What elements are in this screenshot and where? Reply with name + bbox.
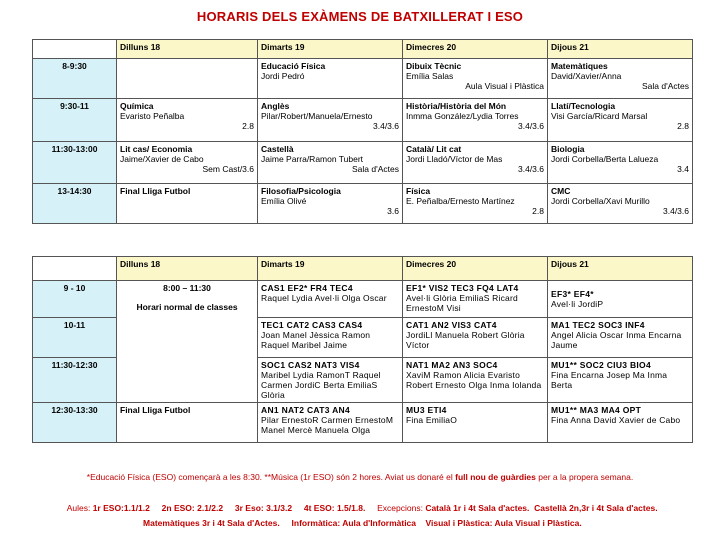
group-codes: MU1** MA3 MA4 OPT [551,405,642,415]
group-teachers: Fina Anna David Xavier de Cabo [551,415,681,425]
exam-cell [548,184,693,224]
exam-teachers: Emília Salas [406,71,454,81]
group-teachers: Joan Manel Jèssica Ramon Raquel Maribel Jaime [261,330,371,350]
exam-room: 2.8 [242,121,254,131]
group-teachers: Fina EmiliaO [406,415,458,425]
exam-cell [258,59,403,99]
page-title: HORARIS DELS EXÀMENS DE BATXILLERAT I ESO [196,9,524,24]
exam-cell [403,358,548,403]
exam-cell [403,142,548,184]
exam-subject: Educació Física [261,61,326,71]
rooms-extra: Matemàtiques 3r i 4t Sala d'Actes. Informàtica: Aula d'Informàtica Visual i Plàstica: Aula Visual i Plàstica. [143,518,582,528]
table-row [33,99,693,142]
time-slot: 11:30-12:30 [33,358,117,403]
exam-cell [548,59,693,99]
footnote-text-end: per a la propera semana. [535,472,634,482]
exam-teachers: Pilar/Robert/Manuela/Ernesto [261,111,373,121]
header-corner [33,257,117,281]
event-label: Final Lliga Futbol [120,186,191,196]
group-teachers: Avel·li JordiP [551,299,604,309]
table-row [33,59,693,99]
group-teachers: Raquel Lydia Avel·li Olga Oscar [261,293,387,303]
exam-cell [117,59,258,99]
exam-teachers: Jordi Corbella/Xavi Murillo [551,196,650,206]
exam-teachers: Jordi Pedró [261,71,305,81]
exam-teachers: E. Peñalba/Ernesto Martínez [406,196,515,206]
normal-classes-label: Horari normal de classes [136,302,238,312]
rooms-note-line2 [0,508,720,528]
exam-cell [258,142,403,184]
exam-cell [258,358,403,403]
exam-room: Sala d'Actes [642,81,689,91]
group-codes: MA1 TEC2 SOC3 INF4 [551,320,645,330]
day-header-tuesday: Dimarts 19 [258,257,403,281]
day-header-monday: Dilluns 18 [117,257,258,281]
exam-cell [403,403,548,443]
table-row [33,184,693,224]
exam-teachers: Visi García/Ricard Marsal [551,111,648,121]
group-codes: CAS1 EF2* FR4 TEC4 [261,283,353,293]
group-codes: NAT1 MA2 AN3 SOC4 [406,360,498,370]
group-codes: MU1** SOC2 CIU3 BIO4 [551,360,651,370]
exam-teachers: Jordi Lladó/Víctor de Mas [406,154,503,164]
table-row [33,142,693,184]
group-codes: AN1 NAT2 CAT3 AN4 [261,405,351,415]
exceptions-values: Català 1r i 4t Sala d'actes. Castellà 2n,3r i 4t Sala d'actes. [425,503,658,513]
exam-room: 2.8 [532,206,544,216]
exam-cell [403,59,548,99]
event-label: Final Lliga Futbol [120,405,191,415]
exam-teachers: Evaristo Peñalba [120,111,185,121]
day-header-thursday: Dijous 21 [548,257,693,281]
exam-room: 3.4/3.6 [518,121,544,131]
exam-subject: CMC [551,186,571,196]
group-teachers: Avel·li Glòria EmiliaS Ricard ErnestoM Visi [406,293,518,313]
exam-teachers: Emília Olivé [261,196,307,206]
exam-room: 3.4 [677,164,689,174]
group-codes: TEC1 CAT2 CAS3 CAS4 [261,320,363,330]
table-header-row [33,257,693,281]
exam-cell [117,99,258,142]
batxillerat-schedule-table [32,39,693,224]
exam-cell [258,318,403,358]
exceptions-label: Excepcions: [365,503,426,513]
exam-subject: Castellà [261,144,294,154]
eso-schedule-table [32,256,693,443]
exam-room: 3.4/3.6 [373,121,399,131]
exam-subject: Llatí/Tecnologia [551,101,616,111]
exam-cell [117,403,258,443]
exam-room: Sala d'Actes [352,164,399,174]
exam-cell [403,184,548,224]
group-teachers: XaviM Ramon Alicia Evaristo Robert Ernesto Olga Inma Iolanda [406,370,542,390]
exam-cell [548,281,693,318]
exam-teachers: Inmma González/Lydia Torres [406,111,519,121]
group-teachers: Angel Alicia Oscar Inma Encarna Jaume [551,330,682,350]
group-teachers: Maribel Lydia RamonT Raquel Carmen JordiC Berta EmiliaS Glòria [261,370,381,400]
exam-room: Aula Visual i Plàstica [465,81,544,91]
rooms-values: 1r ESO:1.1/1.2 2n ESO: 2.1/2.2 3r Eso: 3.1/3.2 4t ESO: 1.5/1.8. [92,503,366,513]
exam-room: 3.4/3.6 [518,164,544,174]
group-codes: SOC1 CAS2 NAT3 VIS4 [261,360,360,370]
exam-teachers: David/Xavier/Anna [551,71,622,81]
exam-cell [403,318,548,358]
time-slot: 9 - 10 [33,281,117,318]
exam-subject: Filosofia/Psicologia [261,186,341,196]
exam-room: 3.6 [387,206,399,216]
group-codes: EF3* EF4* [551,289,594,299]
exam-cell [117,142,258,184]
exam-cell [258,184,403,224]
exam-cell [548,99,693,142]
day-header-wednesday: Dimecres 20 [403,257,548,281]
exam-teachers: Jaime Parra/Ramon Tubert [261,154,364,164]
exam-cell [258,99,403,142]
exam-teachers: Jaime/Xavier de Cabo [120,154,204,164]
exam-room: 2.8 [677,121,689,131]
time-slot: 10-11 [33,318,117,358]
exam-subject: Català/ Lit cat [406,144,462,154]
table-row [33,281,693,318]
exam-subject: Física [406,186,431,196]
day-header-tuesday: Dimarts 19 [258,40,403,59]
exam-room: 3.4/3.6 [663,206,689,216]
time-slot: 12:30-13:30 [33,403,117,443]
table-header-row [33,40,693,59]
exam-cell [403,281,548,318]
exam-subject: Química [120,101,154,111]
rooms-label: Aules: [66,503,93,513]
exam-subject: Matemàtiques [551,61,608,71]
exam-subject: Història/Història del Món [406,101,507,111]
time-slot: 11:30-13:00 [33,142,117,184]
day-header-thursday: Dijous 21 [548,40,693,59]
header-corner [33,40,117,59]
group-teachers: Pilar ErnestoR Carmen ErnestoM Manel Mercè Manuela Olga [261,415,394,435]
exam-subject: Dibuix Tècnic [406,61,462,71]
exam-teachers: Jordi Corbella/Berta Lalueza [551,154,659,164]
exam-cell [548,403,693,443]
exam-cell [117,184,258,224]
exam-subject: Biologia [551,144,585,154]
day-header-monday: Dilluns 18 [117,40,258,59]
footnote-bold: full nou de guàrdies [455,472,536,482]
exam-subject: Anglès [261,101,290,111]
exam-subject: Lit cas/ Economia [120,144,193,154]
day-header-wednesday: Dimecres 20 [403,40,548,59]
normal-classes-cell [117,281,258,403]
table-row [33,403,693,443]
exam-cell [548,142,693,184]
group-codes: MU3 ETI4 [406,405,447,415]
exam-cell [548,358,693,403]
group-teachers: JordiLl Manuela Robert Glòria Víctor [406,330,525,350]
group-codes: CAT1 AN2 VIS3 CAT4 [406,320,497,330]
exam-cell [548,318,693,358]
time-slot: 13-14:30 [33,184,117,224]
time-slot: 9:30-11 [33,99,117,142]
exam-cell [258,403,403,443]
footnote [0,472,720,482]
normal-classes-time: 8:00 – 11:30 [163,283,211,293]
exam-cell [258,281,403,318]
exam-cell [403,99,548,142]
exam-room: Sem Cast/3.6 [202,164,254,174]
group-codes: EF1* VIS2 TEC3 FQ4 LAT4 [406,283,519,293]
time-slot: 8-9:30 [33,59,117,99]
footnote-text: *Educació Física (ESO) començarà a les 8:30. **Música (1r ESO) són 2 hores. Aviat us donaré el [86,472,456,482]
group-teachers: Fina Encarna Josep Ma Inma Berta [551,370,668,390]
